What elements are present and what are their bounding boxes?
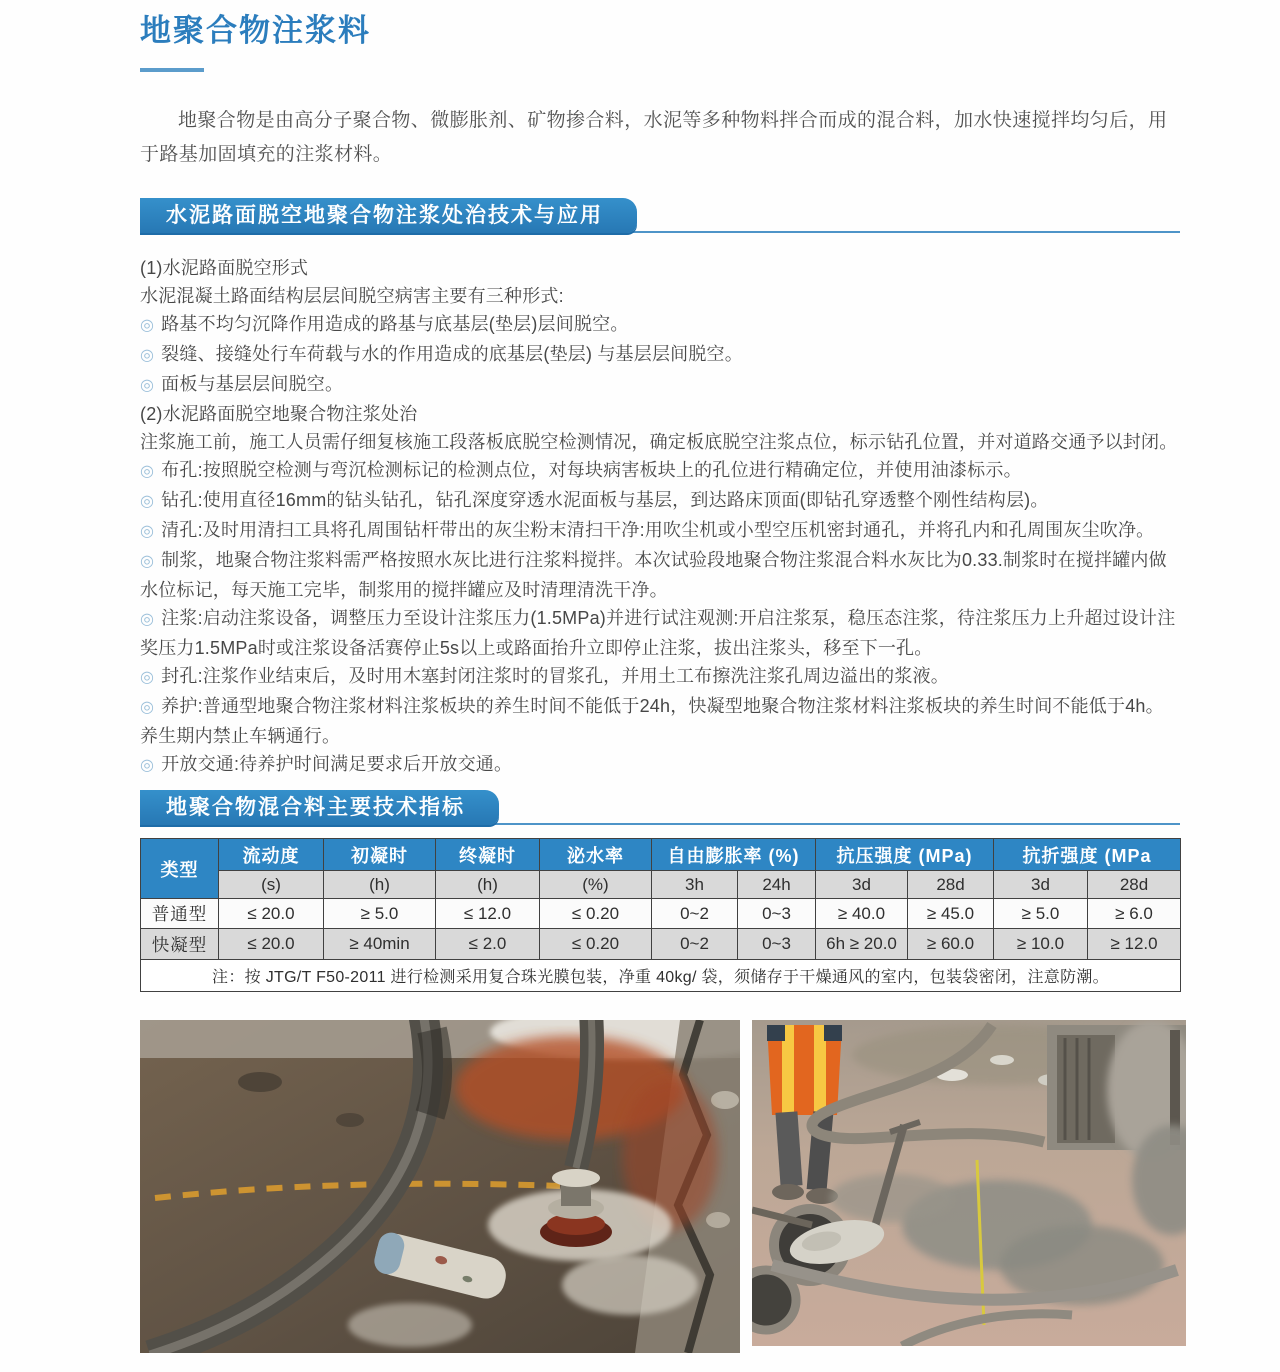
table-cell: ≤ 0.20: [540, 929, 652, 960]
paragraph-text: 钻孔:使用直径16mm的钻头钻孔，钻孔深度穿透水泥面板与基层，到达路床顶面(即钻孔穿透整个刚性结构层)。: [161, 490, 1049, 510]
process-body: [140, 254, 1180, 780]
table-row-normal-type: [141, 899, 1181, 929]
paragraph-text: 清孔:及时用清扫工具将孔周围钻杆带出的灰尘粉末清扫干净:用吹尘机或小型空压机密封通孔，并将孔内和孔周围灰尘吹净。: [161, 520, 1155, 540]
page-title: 地聚合物注浆料: [140, 13, 371, 48]
table-cell: ≥ 5.0: [994, 899, 1088, 929]
paragraph-text: 注浆施工前，施工人员需仔细复核施工段落板底脱空检测情况，确定板底脱空注浆点位，标示钻孔位置，并对道路交通予以封闭。: [140, 432, 1178, 452]
table-cell: ≥ 6.0: [1088, 899, 1181, 929]
body-paragraph: [140, 282, 1180, 310]
ring-bullet-icon: ◎: [140, 523, 155, 540]
body-paragraph: [140, 604, 1180, 662]
intro-paragraph: 地聚合物是由高分子聚合物、微膨胀剂、矿物掺合料，水泥等多种物料拌合而成的混合料，加水快速搅拌均匀后，用于路基加固填充的注浆材料。: [140, 110, 1168, 165]
table-note: 注：按 JTG/T F50-2011 进行检测采用复合珠光膜包装，净重 40kg/ 袋，须储存于干燥通风的室内，包装袋密闭，注意防潮。: [141, 960, 1181, 992]
sub-header-unit: (h): [436, 871, 540, 899]
col-header-flexural: 抗折强度 (MPa: [994, 839, 1181, 871]
table-cell: ≤ 2.0: [436, 929, 540, 960]
table-cell: ≥ 40min: [324, 929, 436, 960]
sub-header-age: 28d: [908, 871, 994, 899]
section-banner-row: [140, 196, 1180, 233]
body-paragraph: [140, 310, 1180, 340]
section-banner-row: [140, 788, 1180, 825]
sub-header-unit: (s): [219, 871, 324, 899]
table-cell: ≥ 45.0: [908, 899, 994, 929]
body-paragraph: [140, 546, 1180, 604]
body-paragraph: [140, 662, 1180, 692]
paragraph-text: 开放交通:待养护时间满足要求后开放交通。: [161, 754, 513, 774]
table-cell: ≤ 0.20: [540, 899, 652, 929]
body-paragraph: [140, 516, 1180, 546]
table-cell: ≥ 10.0: [994, 929, 1088, 960]
col-header-final-set: 终凝时: [436, 839, 540, 871]
sub-header-age: 3d: [994, 871, 1088, 899]
ring-bullet-icon: ◎: [140, 699, 155, 716]
paragraph-text: 制浆，地聚合物注浆料需严格按照水灰比进行注浆料搅拌。本次试验段地聚合物注浆混合料水灰比为0.33.制浆时在搅拌罐内做水位标记，每天施工完毕，制浆用的搅拌罐应及时清理清洗干净。: [140, 550, 1167, 600]
photo-grouting-hose-pavement: [140, 1020, 740, 1353]
body-paragraph: [140, 428, 1180, 456]
body-paragraph: [140, 750, 1180, 780]
table-cell: ≥ 60.0: [908, 929, 994, 960]
table-cell: ≤ 12.0: [436, 899, 540, 929]
paragraph-text: 布孔:按照脱空检测与弯沉检测标记的检测点位，对每块病害板块上的孔位进行精确定位，并使用油漆标示。: [161, 460, 1022, 480]
body-paragraph: [140, 486, 1180, 516]
ring-bullet-icon: ◎: [140, 463, 155, 480]
paragraph-text: 裂缝、接缝处行车荷载与水的作用造成的底基层(垫层) 与基层层间脱空。: [161, 344, 743, 364]
spec-table: [140, 838, 1181, 992]
title-dash-divider: [140, 68, 204, 72]
table-cell: 0~3: [738, 929, 816, 960]
table-cell: 0~2: [652, 899, 738, 929]
table-cell: ≥ 12.0: [1088, 929, 1181, 960]
section-banner-process: 水泥路面脱空地聚合物注浆处治技术与应用: [140, 198, 637, 233]
photo-strip: [140, 1020, 1180, 1353]
sub-header-age: 28d: [1088, 871, 1181, 899]
paragraph-text: 注浆:启动注浆设备，调整压力至设计注浆压力(1.5MPa)并进行试注观测:开启注浆泵，稳压态注浆，待注浆压力上升超过设计注奖压力1.5MPa时或注浆设备活赛停止5s以上或路面抬升立即停止注浆，拔出注浆头，移至下一孔。: [140, 608, 1176, 658]
table-cell: ≥ 40.0: [816, 899, 908, 929]
paragraph-text: 养护:普通型地聚合物注浆材料注浆板块的养生时间不能低于24h，快凝型地聚合物注浆材料注浆板块的养生时间不能低于4h。养生期内禁止车辆通行。: [140, 696, 1164, 746]
table-cell: ≤ 20.0: [219, 899, 324, 929]
body-paragraph: [140, 254, 1180, 282]
row-label: 快凝型: [141, 929, 219, 960]
ring-bullet-icon: ◎: [140, 493, 155, 510]
table-cell: 6h ≥ 20.0: [816, 929, 908, 960]
section-banner-specs: 地聚合物混合料主要技术指标: [140, 790, 499, 825]
body-paragraph: [140, 692, 1180, 750]
ring-bullet-icon: ◎: [140, 669, 155, 686]
paragraph-text: 路基不均匀沉降作用造成的路基与底基层(垫层)层间脱空。: [161, 314, 629, 334]
table-cell: ≤ 20.0: [219, 929, 324, 960]
ring-bullet-icon: ◎: [140, 317, 155, 334]
ring-bullet-icon: ◎: [140, 553, 155, 570]
paragraph-text: 水泥混凝土路面结构层层间脱空病害主要有三种形式:: [140, 286, 564, 306]
col-header-bleeding: 泌水率: [540, 839, 652, 871]
paragraph-text: 面板与基层层间脱空。: [161, 374, 344, 394]
table-cell: 0~3: [738, 899, 816, 929]
ring-bullet-icon: ◎: [140, 377, 155, 394]
body-paragraph: [140, 400, 1180, 428]
ring-bullet-icon: ◎: [140, 347, 155, 364]
table-cell: ≥ 5.0: [324, 899, 436, 929]
paragraph-text: (2)水泥路面脱空地聚合物注浆处治: [140, 404, 418, 424]
col-header-initial-set: 初凝时: [324, 839, 436, 871]
col-header-type: 类型: [141, 839, 219, 899]
paragraph-text: (1)水泥路面脱空形式: [140, 258, 309, 278]
body-paragraph: [140, 340, 1180, 370]
row-label: 普通型: [141, 899, 219, 929]
table-row-fast-type: [141, 929, 1181, 960]
table-note-row: [141, 960, 1181, 992]
ring-bullet-icon: ◎: [140, 757, 155, 774]
sub-header-age: 3h: [652, 871, 738, 899]
body-paragraph: [140, 370, 1180, 400]
col-header-expansion: 自由膨胀率 (%): [652, 839, 816, 871]
body-paragraph: [140, 456, 1180, 486]
sub-header-age: 3d: [816, 871, 908, 899]
col-header-fluidity: 流动度: [219, 839, 324, 871]
sub-header-unit: (%): [540, 871, 652, 899]
col-header-compressive: 抗压强度 (MPa): [816, 839, 994, 871]
sub-header-age: 24h: [738, 871, 816, 899]
sub-header-unit: (h): [324, 871, 436, 899]
ring-bullet-icon: ◎: [140, 611, 155, 628]
paragraph-text: 封孔:注浆作业结束后，及时用木塞封闭注浆时的冒浆孔，并用土工布擦洗注浆孔周边溢出的浆液。: [161, 666, 949, 686]
photo-grouting-worksite: [752, 1020, 1186, 1346]
table-cell: 0~2: [652, 929, 738, 960]
